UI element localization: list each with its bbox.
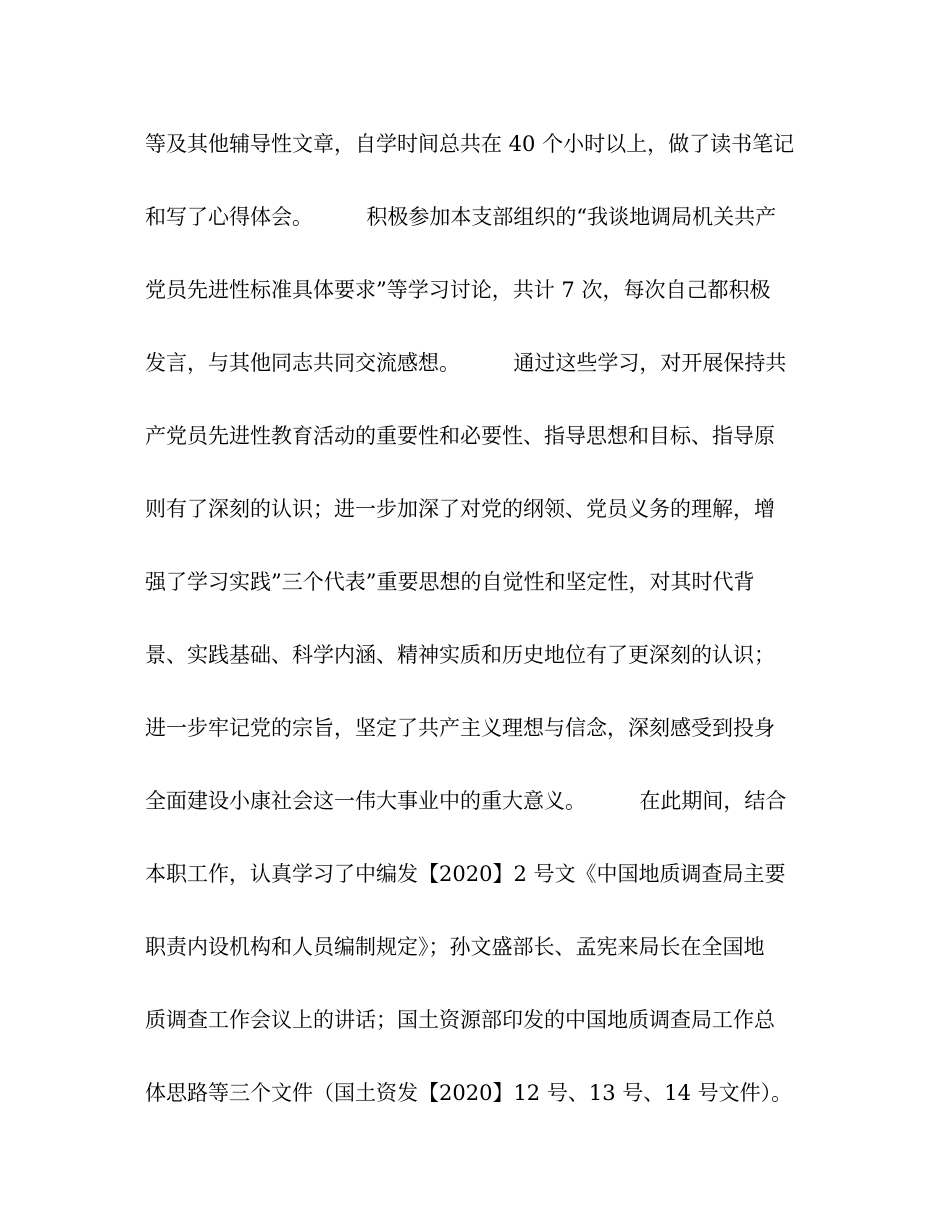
text-line: 党员先进性标准具体要求”等学习讨论，共计 7 次，每次自己都积极 [145,278,771,302]
text-line: 质调查工作会议上的讲话；国土资源部印发的中国地质调查局工作总 [145,1008,775,1032]
text-line: 体思路等三个文件（国土资发【2020】12 号、13 号、14 号文件）。 [145,1081,793,1105]
text-line: 进一步牢记党的宗旨，坚定了共产主义理想与信念，深刻感受到投身 [145,716,775,740]
text-line: 景、实践基础、科学内涵、精神实质和历史地位有了更深刻的认识； [145,643,775,667]
text-line: 本职工作，认真学习了中编发【2020】2 号文《中国地质调查局主要 [145,862,786,886]
text-line: 产党员先进性教育活动的重要性和必要性、指导思想和目标、指导原 [145,424,775,448]
text-line: 发言，与其他同志共同交流感想。 通过这些学习，对开展保持共 [145,351,787,375]
text-line: 和写了心得体会。 积极参加本支部组织的“我谈地调局机关共产 [145,205,777,229]
text-line: 职责内设机构和人员编制规定》；孙文盛部长、孟宪来局长在全国地 [145,935,765,959]
text-line: 等及其他辅导性文章，自学时间总共在 40 个小时以上，做了读书笔记 [145,132,795,156]
text-line: 全面建设小康社会这一伟大事业中的重大意义。 在此期间，结合 [145,789,787,813]
text-line: 强了学习实践”三个代表”重要思想的自觉性和坚定性，对其时代背 [145,570,755,594]
text-line: 则有了深刻的认识；进一步加深了对党的纲领、党员义务的理解，增 [145,497,775,521]
